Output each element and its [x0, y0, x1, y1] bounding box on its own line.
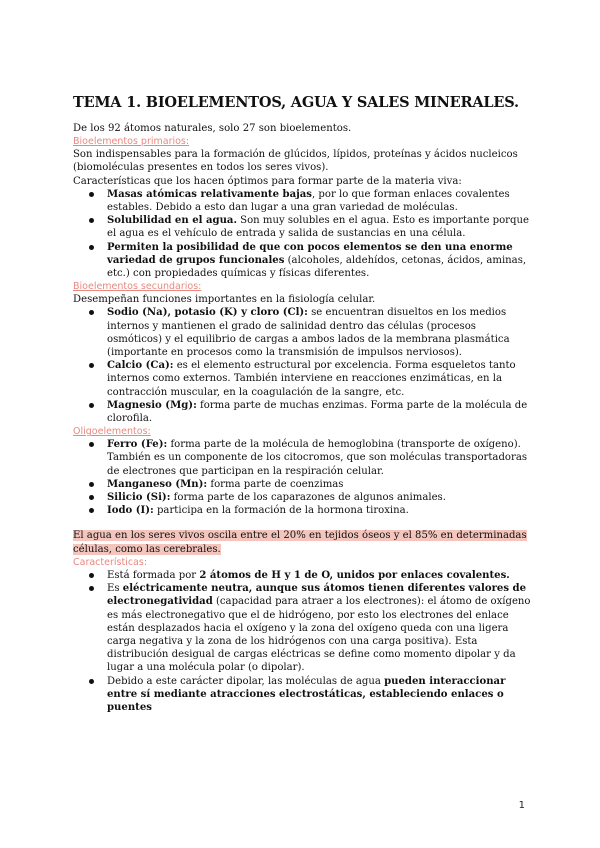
item-bold: Silicio (Si):: [107, 492, 171, 504]
item-text: es el elemento estructural por excelencia. Forma esqueletos tanto internos como externos. También interviene en reacciones enzimáticas, en la contracción muscular, en la coagulación de la sangre, etc.: [107, 360, 516, 398]
list-item: [107, 582, 531, 674]
item-text: se encuentran disueltos en los medios internos y mantienen el grado de salinidad dentro das células (procesos osmóticos) y el equilibrio de cargas a ambos lados de la membrana plasmática (importante en procesos como la transmisión de impulsos nerviosos).: [107, 307, 510, 359]
item-bold: Masas atómicas relativamente bajas: [107, 188, 312, 200]
document-title: TEMA 1. BIOELEMENTOS, AGUA Y SALES MINERALES.: [73, 94, 519, 111]
highlighted-text: El agua en los seres vivos oscila entre el 20% en tejidos óseos y el 85% en determinadas células, como las cerebrales.: [73, 530, 527, 555]
item-bold: Solubilidad en el agua.: [107, 215, 237, 227]
heading-caracteristicas: Características:: [73, 556, 148, 568]
oligoelementos-list: [73, 438, 531, 517]
item-text: Está formada por: [107, 569, 200, 581]
item-bold: Iodo (I):: [107, 505, 154, 517]
item-text: Es: [107, 583, 123, 595]
list-item: [107, 188, 531, 214]
list-item: [107, 478, 531, 491]
list-item: [107, 399, 531, 425]
item-text: (capacidad para atraer a los electrones): el átomo de oxígeno es más electronegativo que el de hidrógeno, por esto los electrones del enlace están desplazados hacia el oxígeno y la zona del oxígeno queda con una ligera carga negativa y la zona de los hidrógenos con una carga positiva). Esta distribución desigual de cargas eléctricas se define como momento dipolar y da lugar a una molécula polar (o dipolar).: [107, 596, 531, 674]
item-text: Son muy solubles en el agua. Esto es importante porque el agua es el vehículo de entrada y salida de sustancias en una célula.: [107, 215, 529, 240]
page-number: 1: [518, 800, 525, 811]
item-bold: Magnesio (Mg):: [107, 399, 197, 411]
item-bold: Calcio (Ca):: [107, 360, 174, 372]
list-item: [107, 504, 531, 517]
list-item: [107, 359, 531, 399]
secundarios-list: [73, 306, 531, 425]
item-text: forma parte de coenzimas: [207, 478, 344, 490]
agua-list: [73, 569, 531, 714]
secundarios-desc: Desempeñan funciones importantes en la fisiología celular.: [73, 294, 376, 306]
list-item: [107, 491, 531, 504]
item-text: (alcoholes, aldehídos, cetonas, ácidos, aminas, etc.) con propiedades químicas y físicas diferentes.: [107, 254, 527, 280]
heading-oligoelementos: Oligoelementos:: [73, 426, 151, 438]
section-gap: [73, 517, 531, 529]
list-item: [107, 569, 531, 582]
item-text: , por lo que forman enlaces covalentes estables. Debido a esto dan lugar a una gran variedad de moléculas.: [107, 188, 510, 214]
item-bold: Sodio (Na), potasio (K) y cloro (Cl):: [107, 307, 308, 319]
item-text: Debido a este carácter dipolar, las moléculas de agua: [107, 675, 385, 687]
heading-primarios: Bioelementos primarios:: [73, 136, 190, 148]
list-item: [107, 306, 531, 359]
item-text: forma parte de la molécula de hemoglobina (transporte de oxígeno). También es un componente de los citocromos, que son moléculas transportadoras de electrones que participan en la respiración celular.: [107, 439, 528, 477]
item-bold: Ferro (Fe):: [107, 439, 168, 451]
primarios-caracteristicas: Características que los hacen óptimos para formar parte de la materia viva:: [73, 175, 462, 187]
list-item: [107, 214, 531, 240]
item-text: participa en la formación de la hormona tiroxina.: [153, 505, 409, 517]
list-item: [107, 241, 531, 281]
item-text: forma parte de los caparazones de algunos animales.: [170, 492, 446, 504]
item-bold: eléctricamente neutra, aunque sus átomos tienen diferentes valores de electronegatividad: [107, 583, 527, 608]
primarios-list: [73, 188, 531, 280]
item-bold: pueden interaccionar entre sí mediante atracciones electrostáticas, estableciendo enlaces o puentes: [107, 675, 506, 713]
page-content: [73, 94, 531, 714]
intro-text: De los 92 átomos naturales, solo 27 son bioelementos.: [73, 123, 352, 134]
item-bold: Permiten la posibilidad de que con pocos elementos se den una enorme variedad de grupos funcionales: [107, 241, 513, 266]
heading-secundarios: Bioelementos secundarios:: [73, 281, 202, 293]
item-bold: Manganeso (Mn):: [107, 478, 208, 490]
agua-intro: [73, 529, 531, 555]
item-text: forma parte de muchas enzimas. Forma parte de la molécula de clorofila.: [107, 399, 528, 425]
item-bold: 2 átomos de H y 1 de O, unidos por enlaces covalentes.: [199, 569, 510, 581]
list-item: [107, 438, 531, 478]
primarios-desc: Son indispensables para la formación de glúcidos, lípidos, proteínas y ácidos nucleicos (biomoléculas presentes en todos los seres vivos).: [73, 149, 518, 174]
list-item: [107, 675, 531, 715]
